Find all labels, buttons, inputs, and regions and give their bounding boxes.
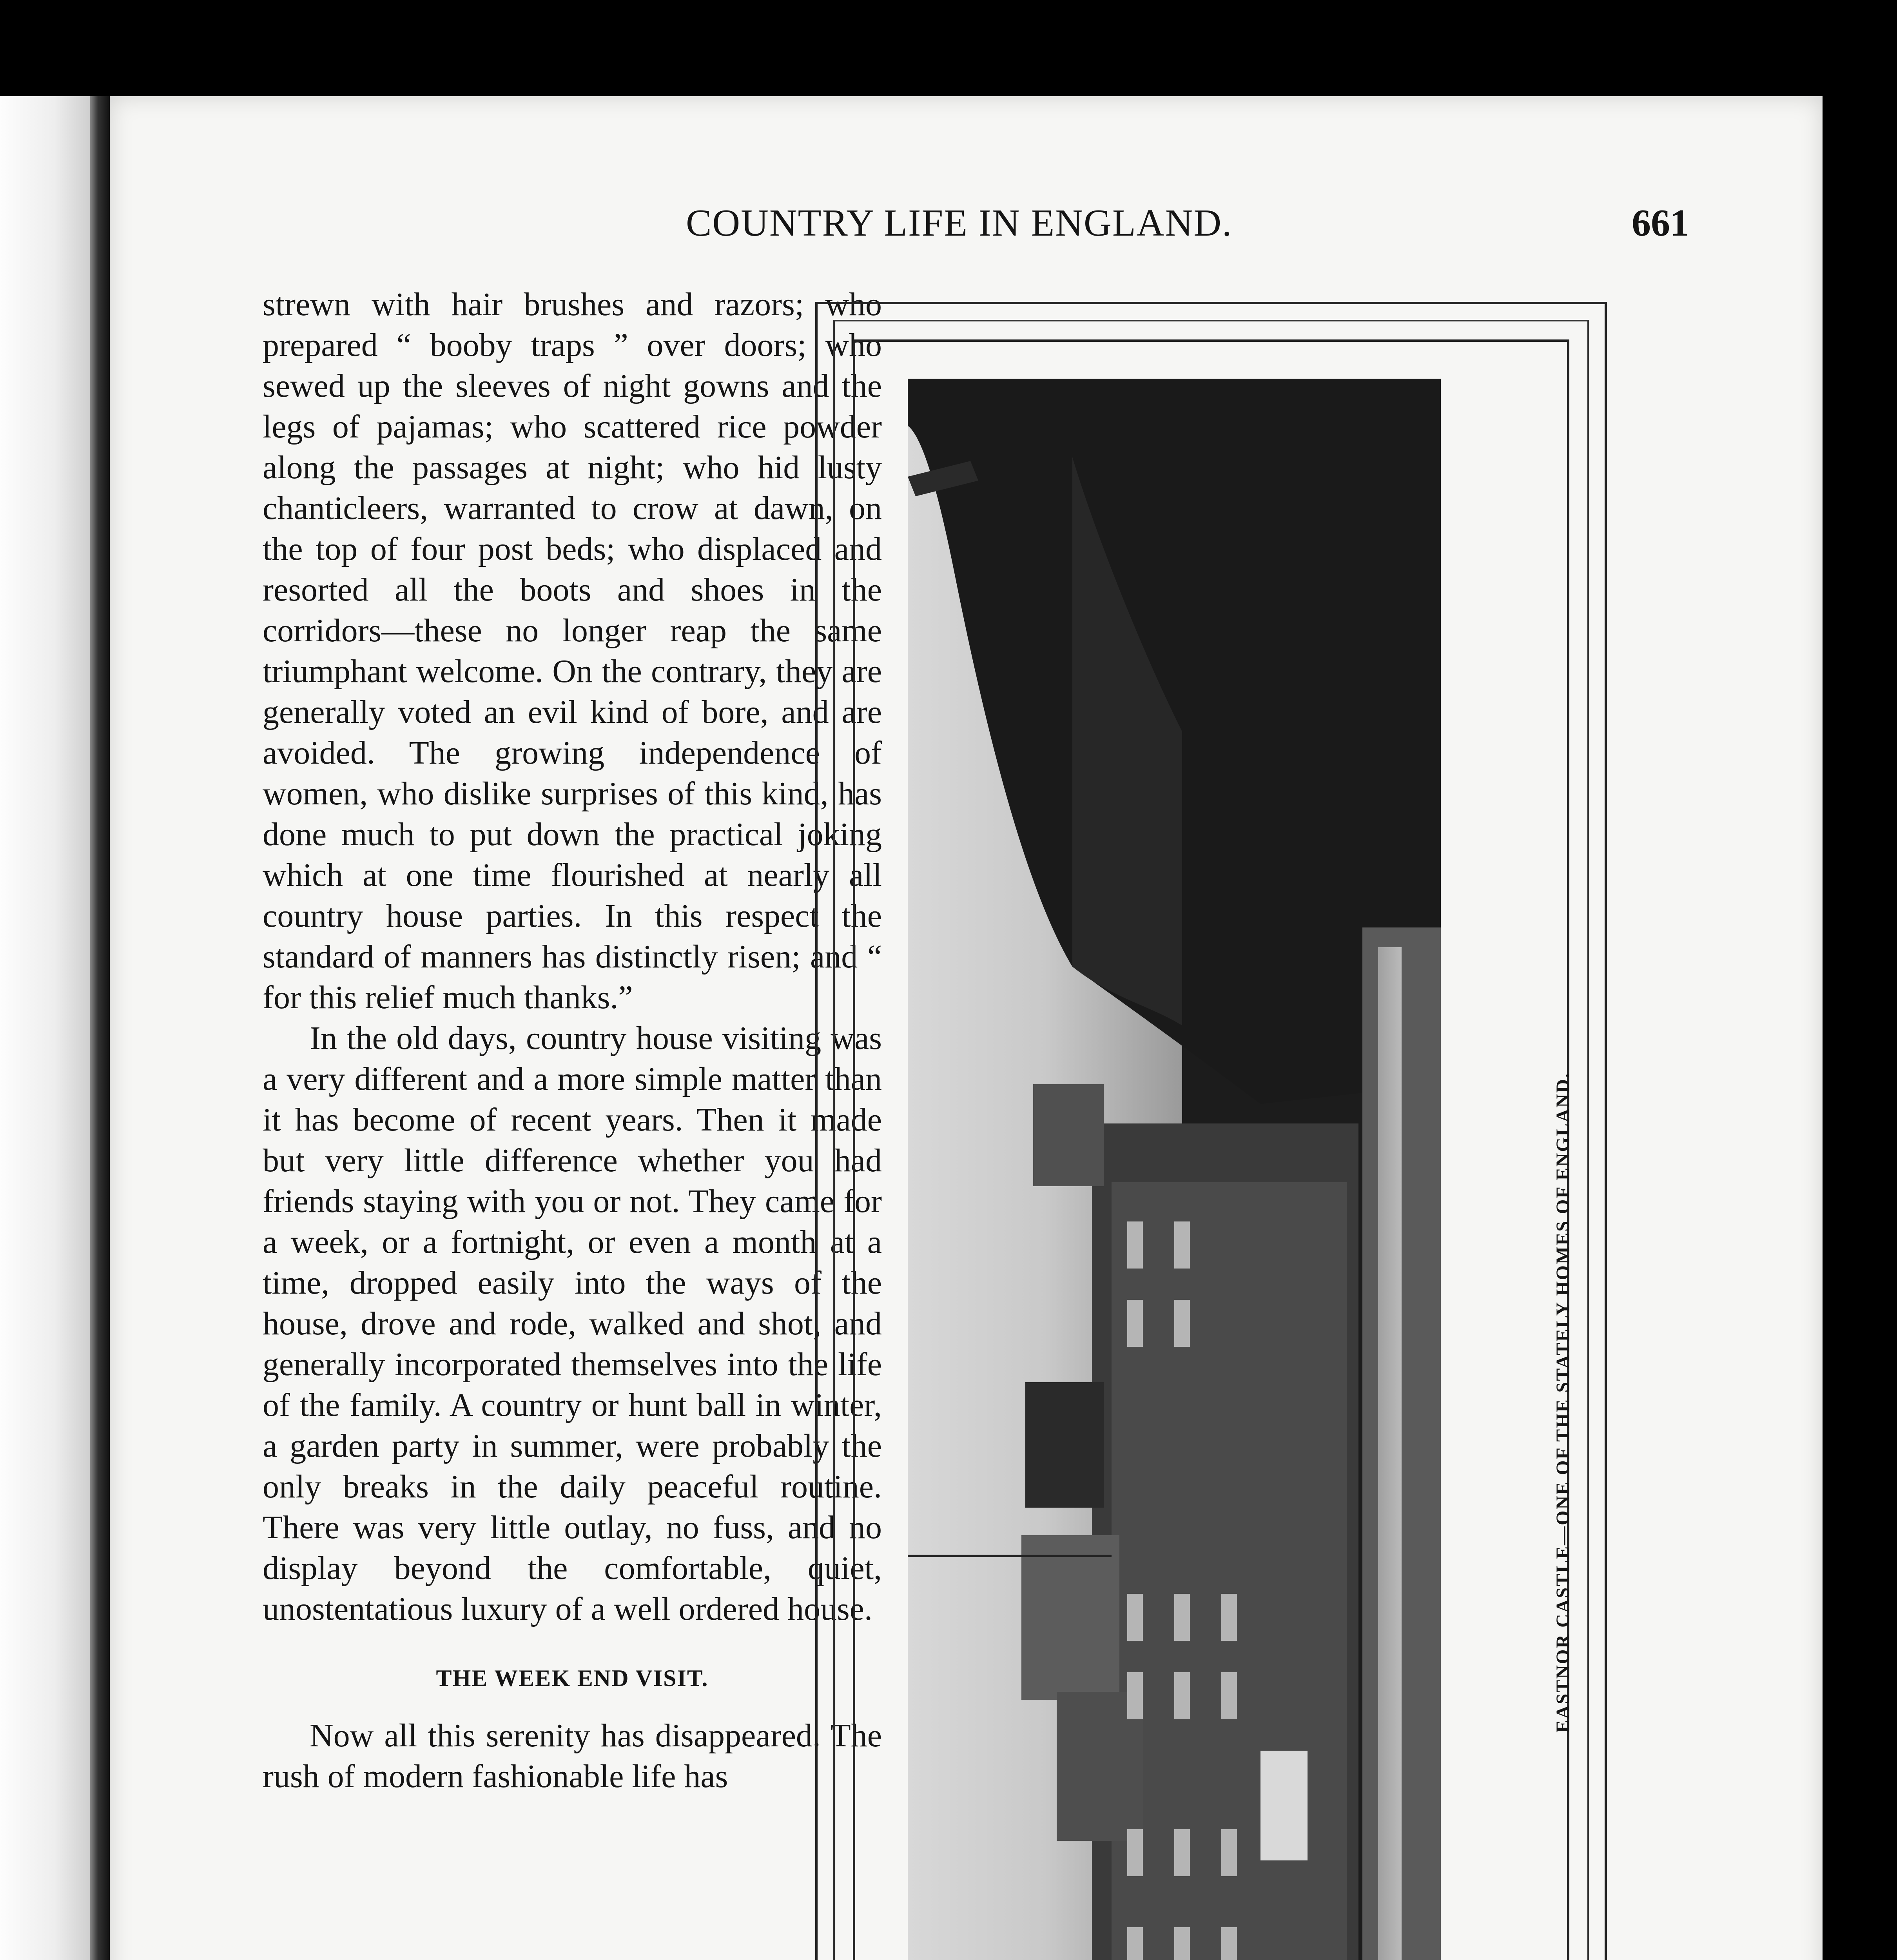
- paragraph: In the old days, country house visiting was a very different and a more simple matter than it has become of recent years. Then it made but very little difference whether you had friends staying with you or not. They came for a week, or a fortnight, or even a month at a time, dropped easily into the ways of the house, drove and rode, walked and shot, and generally incorporated themselves into the life of the family. A country or hunt ball in winter, a garden party in summer, were probably the only breaks in the daily peaceful routine. There was very little outlay, no fuss, and no display beyond the comfortable, quiet, unostentatious luxury of a well ordered house.: [263, 1020, 882, 1627]
- running-title: COUNTRY LIFE IN ENGLAND.: [686, 202, 1233, 244]
- castle-photo-image: [908, 379, 1441, 1960]
- section-heading: THE WEEK END VISIT.: [436, 1665, 709, 1691]
- page-number: 661: [1632, 202, 1689, 244]
- castle-photograph: [908, 379, 1441, 1960]
- binding-gutter: [90, 96, 110, 1960]
- text-column: [263, 284, 882, 1797]
- plate-caption: EASTNOR CASTLE—ONE OF THE STATELY HOMES OF ENGLAND.: [1552, 1072, 1573, 1733]
- paragraph: Now all this serenity has disappeared. The rush of modern fashionable life has: [263, 1717, 882, 1795]
- facing-page-edge: [0, 96, 90, 1960]
- plate-frame: [815, 302, 1607, 1960]
- paragraph: strewn with hair brushes and razors; who prepared “ booby traps ” over doors; who sewed up the sleeves of night gowns and the legs of pajamas; who scattered rice powder along the passages at night; who hid lusty chanticleers, warranted to crow at dawn, on the top of four post beds; who displaced and resorted all the boots and shoes in the corridors—these no longer reap the same triumphant welcome. On the contrary, they are generally voted an evil kind of bore, and are avoided. The growing independence of women, who dislike surprises of this kind, has done much to put down the practical joking which at one time flourished at nearly all country house parties. In this respect the standard of manners has distinctly risen; and “ for this relief much thanks.”: [263, 286, 882, 1016]
